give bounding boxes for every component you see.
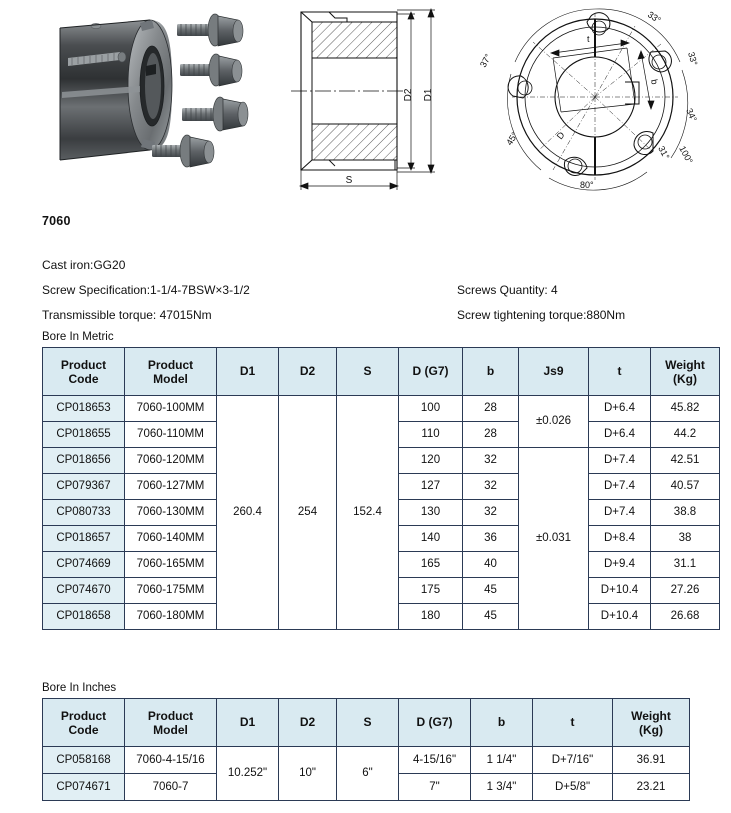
cell-s-merged: 6" <box>337 747 399 801</box>
col-b: b <box>463 348 519 396</box>
cell-product-code: CP074670 <box>43 578 125 604</box>
table-row <box>43 396 720 422</box>
cell-d2-merged: 10" <box>279 747 337 801</box>
cell-t: D+6.4 <box>589 422 651 448</box>
col-product-model <box>125 699 217 747</box>
cross-section-drawing <box>285 0 470 200</box>
cell-product-code: CP074671 <box>43 774 125 801</box>
cell-weight: 44.2 <box>651 422 720 448</box>
col-weight-l1: Weight <box>631 708 671 723</box>
cell-product-code: CP018658 <box>43 604 125 630</box>
label-d: D <box>554 129 567 142</box>
cell-product-model: 7060-127MM <box>125 474 217 500</box>
cell-d: 110 <box>399 422 463 448</box>
cell-b: 28 <box>463 396 519 422</box>
cell-product-code: CP018655 <box>43 422 125 448</box>
cell-weight: 27.26 <box>651 578 720 604</box>
col-js9: Js9 <box>519 348 589 396</box>
label-d2: D2 <box>403 88 414 102</box>
cell-product-code: CP058168 <box>43 747 125 774</box>
cell-d: 175 <box>399 578 463 604</box>
metric-table <box>42 347 720 630</box>
cell-b: 1 3/4" <box>471 774 533 801</box>
inch-table <box>42 698 690 801</box>
cell-t: D+7.4 <box>589 474 651 500</box>
col-t: t <box>533 699 613 747</box>
cell-weight: 38.8 <box>651 500 720 526</box>
cell-product-code: CP018653 <box>43 396 125 422</box>
angle-label-37: 37° <box>477 52 494 69</box>
col-product-code-l1: Product <box>60 708 107 723</box>
cell-d: 130 <box>399 500 463 526</box>
col-product-code <box>43 348 125 396</box>
spec-row-screw-spec <box>42 277 702 302</box>
cell-s-merged: 152.4 <box>337 396 399 630</box>
cell-b: 45 <box>463 578 519 604</box>
cell-weight: 36.91 <box>613 747 690 774</box>
angle-label-33-top: 33° <box>645 9 663 26</box>
spec-row-torque <box>42 302 702 327</box>
cell-b: 36 <box>463 526 519 552</box>
cell-d: 127 <box>399 474 463 500</box>
cell-product-model: 7060-100MM <box>125 396 217 422</box>
cell-weight: 42.51 <box>651 448 720 474</box>
col-product-code-l2: Code <box>68 371 99 386</box>
cell-b: 40 <box>463 552 519 578</box>
page-title: 7060 <box>42 214 71 228</box>
col-product-model <box>125 348 217 396</box>
cell-t: D+10.4 <box>589 578 651 604</box>
col-weight-l2: (Kg) <box>673 371 697 386</box>
label-s: S <box>345 175 353 186</box>
cell-product-model: 7060-130MM <box>125 500 217 526</box>
col-d-g7: D (G7) <box>399 699 471 747</box>
cell-product-code: CP074669 <box>43 552 125 578</box>
cell-d1-merged: 260.4 <box>217 396 279 630</box>
col-product-code <box>43 699 125 747</box>
cell-product-code: CP018657 <box>43 526 125 552</box>
screws-quantity-label: Screws Quantity: 4 <box>457 282 558 297</box>
metric-table-caption: Bore In Metric <box>42 331 114 343</box>
inch-table-caption: Bore In Inches <box>42 682 117 694</box>
col-d2: D2 <box>279 699 337 747</box>
angle-label-45: 45° <box>504 130 520 148</box>
cell-t: D+8.4 <box>589 526 651 552</box>
col-t: t <box>589 348 651 396</box>
table-row <box>43 747 690 774</box>
cell-d2-merged: 254 <box>279 396 337 630</box>
angle-label-34: 34° <box>684 106 699 124</box>
cell-product-code: CP080733 <box>43 500 125 526</box>
metric-header-row <box>43 348 720 396</box>
material-label: Cast iron:GG20 <box>42 257 126 272</box>
cell-t: D+7.4 <box>589 448 651 474</box>
label-d1: D1 <box>423 88 434 102</box>
cell-d: 7" <box>399 774 471 801</box>
angle-label-31: 31° <box>656 144 672 161</box>
end-view-drawing <box>475 0 731 200</box>
cell-t: D+7.4 <box>589 500 651 526</box>
col-product-model-l1: Product <box>147 708 194 723</box>
cell-product-model: 7060-120MM <box>125 448 217 474</box>
cell-b: 45 <box>463 604 519 630</box>
angle-label-100: 100° <box>677 144 695 166</box>
col-product-model-l2: Model <box>153 371 188 386</box>
cell-weight: 45.82 <box>651 396 720 422</box>
col-weight <box>613 699 690 747</box>
specifications-block <box>42 252 702 327</box>
col-weight-l1: Weight <box>665 357 705 372</box>
cell-b: 32 <box>463 500 519 526</box>
inch-table-section <box>42 681 689 801</box>
cell-d1-merged: 10.252" <box>217 747 279 801</box>
label-t: t <box>587 34 590 44</box>
col-s: S <box>337 699 399 747</box>
col-product-model-l2: Model <box>153 722 188 737</box>
col-b: b <box>471 699 533 747</box>
col-d-g7: D (G7) <box>399 348 463 396</box>
col-weight-l2: (Kg) <box>639 722 663 737</box>
cell-t: D+6.4 <box>589 396 651 422</box>
col-s: S <box>337 348 399 396</box>
angle-label-33-right: 33° <box>686 50 700 67</box>
cell-weight: 40.57 <box>651 474 720 500</box>
taper-lock-bushing-photo <box>0 0 275 200</box>
cell-product-model: 7060-165MM <box>125 552 217 578</box>
col-d2: D2 <box>279 348 337 396</box>
cell-d: 165 <box>399 552 463 578</box>
col-product-code-l2: Code <box>68 722 99 737</box>
cell-d: 140 <box>399 526 463 552</box>
cell-t: D+10.4 <box>589 604 651 630</box>
cell-product-model: 7060-175MM <box>125 578 217 604</box>
col-product-code-l1: Product <box>60 357 107 372</box>
cell-d: 180 <box>399 604 463 630</box>
cell-js9-group1: ±0.026 <box>519 396 589 448</box>
cell-product-code: CP018656 <box>43 448 125 474</box>
cell-product-model: 7060-4-15/16 <box>125 747 217 774</box>
cell-product-model: 7060-180MM <box>125 604 217 630</box>
cell-weight: 31.1 <box>651 552 720 578</box>
screw-specification-label: Screw Specification:1-1/4-7BSW×3-1/2 <box>42 282 250 297</box>
cell-d: 100 <box>399 396 463 422</box>
cell-weight: 38 <box>651 526 720 552</box>
figures-strip <box>0 0 731 200</box>
inch-header-row <box>43 699 690 747</box>
cell-t: D+7/16" <box>533 747 613 774</box>
col-d1: D1 <box>217 699 279 747</box>
cell-b: 32 <box>463 474 519 500</box>
cell-product-model: 7060-110MM <box>125 422 217 448</box>
cell-d: 4-15/16" <box>399 747 471 774</box>
cell-b: 1 1/4" <box>471 747 533 774</box>
cell-t: D+5/8" <box>533 774 613 801</box>
col-d1: D1 <box>217 348 279 396</box>
cell-js9-group2: ±0.031 <box>519 448 589 630</box>
cell-d: 120 <box>399 448 463 474</box>
spec-row-material <box>42 252 702 277</box>
cell-b: 32 <box>463 448 519 474</box>
col-weight <box>651 348 720 396</box>
cell-b: 28 <box>463 422 519 448</box>
transmissible-torque-label: Transmissible torque: 47015Nm <box>42 307 212 322</box>
cell-product-model: 7060-7 <box>125 774 217 801</box>
col-product-model-l1: Product <box>147 357 194 372</box>
label-b: b <box>649 78 660 86</box>
screw-tightening-torque-label: Screw tightening torque:880Nm <box>457 307 626 322</box>
cell-weight: 26.68 <box>651 604 720 630</box>
cell-t: D+9.4 <box>589 552 651 578</box>
metric-table-section <box>42 330 705 630</box>
cell-product-model: 7060-140MM <box>125 526 217 552</box>
cell-product-code: CP079367 <box>43 474 125 500</box>
cell-weight: 23.21 <box>613 774 690 801</box>
angle-label-80: 80° <box>580 180 594 190</box>
